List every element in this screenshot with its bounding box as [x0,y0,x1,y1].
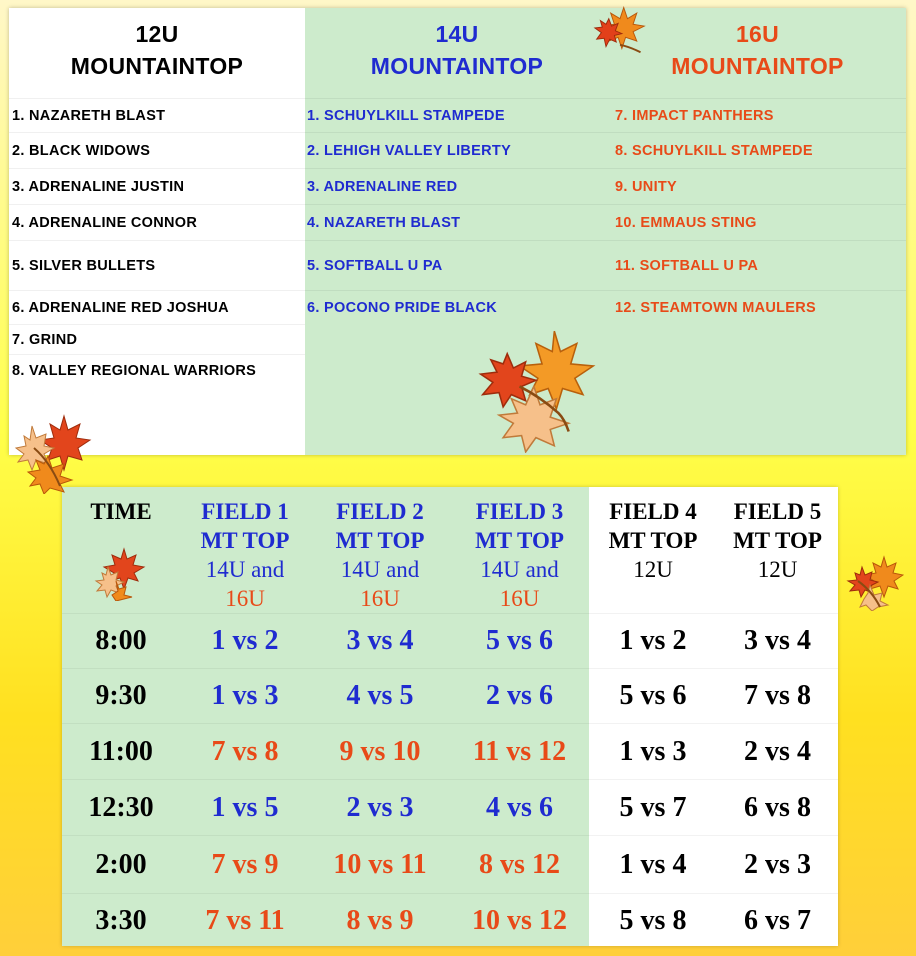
game-cell: 4 vs 5 [310,669,450,724]
game-cell: 1 vs 2 [589,614,717,669]
schedule-panel [62,487,838,946]
schedule-row [62,836,838,894]
teams-panel [9,8,906,455]
field-1-name: FIELD 1 [201,499,289,524]
game-cell: 7 vs 9 [180,836,310,894]
game-cell: 1 vs 3 [180,669,310,724]
game-cell: 1 vs 3 [589,724,717,780]
field-4-header [589,487,717,614]
team-list-item: 4. NAZARETH BLAST [305,204,609,240]
team-list-item: 12. STEAMTOWN MAULERS [609,290,906,324]
game-cell: 11 vs 12 [450,724,589,780]
game-cell: 1 vs 2 [180,614,310,669]
autumn-leaf-icon [846,553,904,611]
time-cell: 8:00 [62,614,180,669]
division-12u-team-list [9,98,305,386]
division-14u-team-list [305,98,609,324]
schedule-row [62,894,838,948]
division-12u-name: 12U [135,21,179,47]
time-cell: 3:30 [62,894,180,948]
team-list-item: 8. SCHUYLKILL STAMPEDE [609,132,906,168]
field-3-name: FIELD 3 [475,499,564,524]
division-14u-header [305,8,609,98]
game-cell: 5 vs 6 [589,669,717,724]
division-12u-header [9,8,305,98]
game-cell: 2 vs 6 [450,669,589,724]
team-list-item: 5. SILVER BULLETS [9,240,305,290]
field-4-name: FIELD 4 [609,499,697,524]
schedule-row [62,724,838,780]
field-2-name: FIELD 2 [336,499,424,524]
division-16u-header [609,8,906,98]
field-1-division-a: 14U and [205,557,285,582]
team-list-item: 6. ADRENALINE RED JOSHUA [9,290,305,324]
autumn-leaf-icon [592,0,648,56]
schedule-row [62,614,838,669]
team-list-item: 2. BLACK WIDOWS [9,132,305,168]
field-1-site: MT TOP [200,528,290,553]
field-3-site: MT TOP [475,528,564,553]
team-list-item: 8. VALLEY REGIONAL WARRIORS [9,354,305,386]
team-list-item: 10. EMMAUS STING [609,204,906,240]
field-2-header [310,487,450,614]
game-cell: 3 vs 4 [310,614,450,669]
team-list-item: 1. SCHUYLKILL STAMPEDE [305,98,609,132]
time-cell: 11:00 [62,724,180,780]
time-cell: 2:00 [62,836,180,894]
field-2-division-b: 16U [360,586,400,611]
team-list-item: 11. SOFTBALL U PA [609,240,906,290]
division-12u-location: MOUNTAINTOP [70,53,244,79]
game-cell: 5 vs 8 [589,894,717,948]
field-1-division-b: 16U [225,586,265,611]
team-list-item: 7. IMPACT PANTHERS [609,98,906,132]
autumn-leaf-icon [478,325,602,453]
team-list-item: 7. GRIND [9,324,305,354]
team-list-item: 9. UNITY [609,168,906,204]
game-cell: 1 vs 5 [180,780,310,836]
schedule-row [62,780,838,836]
division-16u-location: MOUNTAINTOP [671,53,844,79]
schedule-row [62,669,838,724]
game-cell: 2 vs 3 [310,780,450,836]
game-cell: 8 vs 9 [310,894,450,948]
game-cell: 8 vs 12 [450,836,589,894]
team-list-item: 4. ADRENALINE CONNOR [9,204,305,240]
game-cell: 6 vs 7 [717,894,838,948]
schedule-header-row [62,487,838,614]
game-cell: 7 vs 8 [180,724,310,780]
field-5-name: FIELD 5 [733,499,822,524]
game-cell: 7 vs 8 [717,669,838,724]
field-2-site: MT TOP [335,528,425,553]
division-12u-column [9,8,305,455]
division-14u-location: MOUNTAINTOP [370,53,544,79]
schedule-table [62,487,838,948]
field-3-division-a: 14U and [480,557,559,582]
game-cell: 5 vs 6 [450,614,589,669]
division-16u-team-list [609,98,906,324]
game-cell: 2 vs 3 [717,836,838,894]
time-cell: 9:30 [62,669,180,724]
game-cell: 7 vs 11 [180,894,310,948]
game-cell: 10 vs 12 [450,894,589,948]
field-2-division-a: 14U and [340,557,420,582]
team-list-item: 3. ADRENALINE JUSTIN [9,168,305,204]
field-5-division-a: 12U [757,557,798,582]
game-cell: 2 vs 4 [717,724,838,780]
time-cell: 12:30 [62,780,180,836]
field-5-site: MT TOP [733,528,822,553]
game-cell: 9 vs 10 [310,724,450,780]
field-3-header [450,487,589,614]
field-4-site: MT TOP [608,528,698,553]
team-list-item: 3. ADRENALINE RED [305,168,609,204]
autumn-leaf-icon [14,412,94,494]
team-list-item: 1. NAZARETH BLAST [9,98,305,132]
field-3-division-b: 16U [499,586,540,611]
division-16u-column [609,8,906,455]
field-1-header [180,487,310,614]
division-16u-name: 16U [735,21,780,47]
game-cell: 3 vs 4 [717,614,838,669]
team-list-item: 2. LEHIGH VALLEY LIBERTY [305,132,609,168]
autumn-leaf-icon [94,545,146,601]
field-4-division-a: 12U [633,557,673,582]
team-list-item: 5. SOFTBALL U PA [305,240,609,290]
game-cell: 1 vs 4 [589,836,717,894]
game-cell: 4 vs 6 [450,780,589,836]
field-5-header [717,487,838,614]
division-14u-name: 14U [435,21,479,47]
time-header-label: TIME [90,499,152,524]
game-cell: 6 vs 8 [717,780,838,836]
team-list-item: 6. POCONO PRIDE BLACK [305,290,609,324]
game-cell: 10 vs 11 [310,836,450,894]
game-cell: 5 vs 7 [589,780,717,836]
